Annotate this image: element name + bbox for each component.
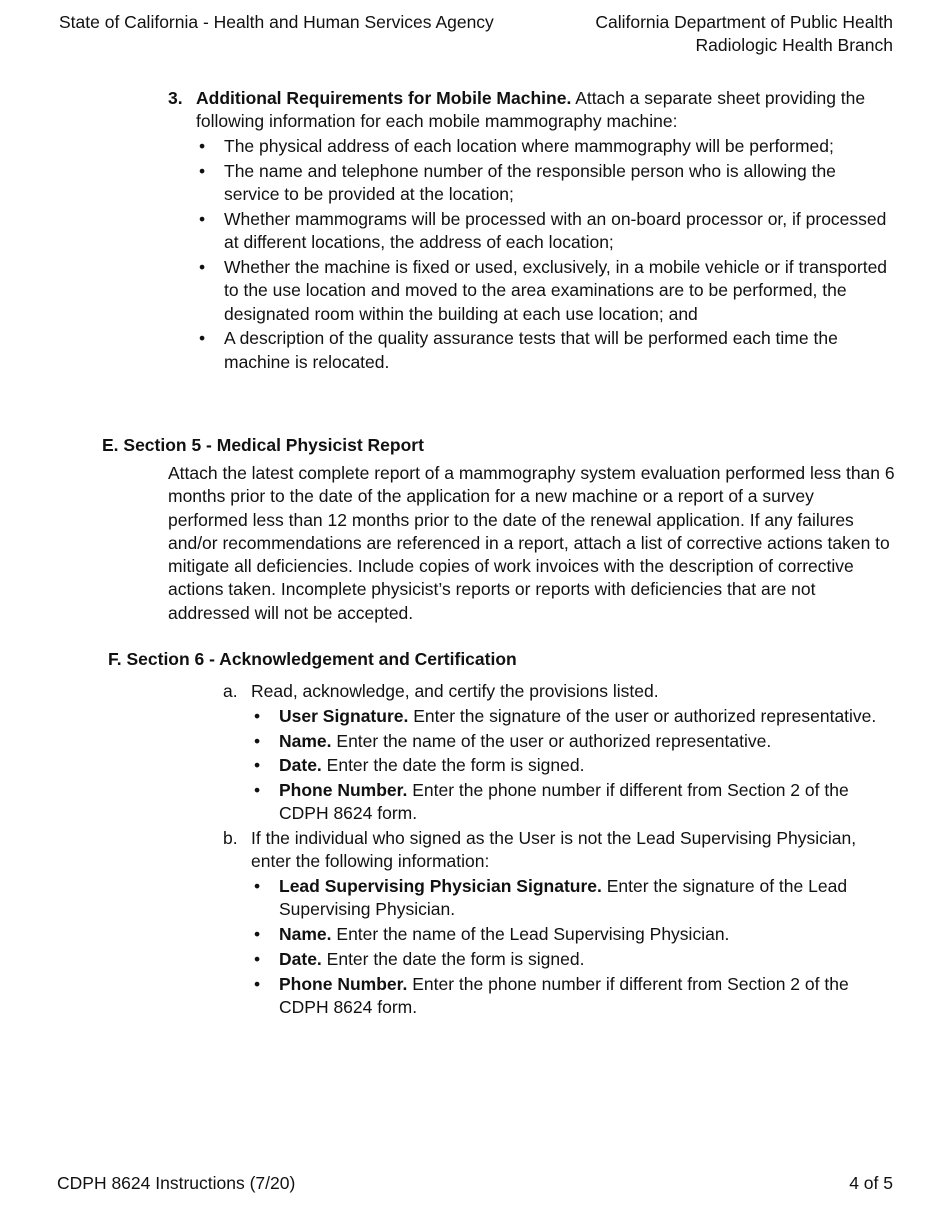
list-item bbox=[196, 208, 896, 255]
list-item bbox=[251, 875, 898, 922]
header-agency: State of California - Health and Human Services Agency bbox=[59, 12, 494, 32]
item-a-label: a. bbox=[223, 681, 238, 701]
header-department bbox=[595, 11, 893, 58]
list-item-term: User Signature. bbox=[279, 705, 409, 726]
section-f-heading: F. Section 6 - Acknowledgement and Certification bbox=[108, 649, 517, 669]
bullet-icon: • bbox=[254, 923, 261, 944]
item-3-intro bbox=[196, 87, 896, 134]
list-item-text: Enter the phone number if different from Section 2 of the CDPH 8624 form. bbox=[279, 780, 849, 824]
list-item-text: The physical address of each location where mammography will be performed; bbox=[224, 136, 834, 157]
bullet-icon: • bbox=[199, 257, 206, 278]
list-item-text: Enter the date the form is signed. bbox=[321, 948, 585, 969]
bullet-icon: • bbox=[199, 208, 206, 229]
list-item-text: The name and telephone number of the responsible person who is allowing the service to be provided at the location; bbox=[224, 160, 836, 205]
list-item-text: Whether mammograms will be processed with an on-board processor or, if processed at different locations, the address of each location; bbox=[224, 208, 887, 253]
bullet-icon: • bbox=[254, 755, 261, 776]
bullet-icon: • bbox=[254, 973, 261, 994]
list-item bbox=[251, 754, 898, 777]
bullet-icon: • bbox=[199, 136, 206, 157]
header-department-line1: California Department of Public Health bbox=[595, 12, 893, 32]
bullet-icon: • bbox=[254, 730, 261, 751]
item-a-bullet-list bbox=[251, 705, 898, 826]
list-item-text: Enter the name of the user or authorized representative. bbox=[331, 730, 772, 751]
list-item bbox=[196, 135, 896, 158]
list-item bbox=[251, 730, 898, 753]
list-item-text: Enter the date the form is signed. bbox=[321, 755, 585, 776]
item-3-mobile-machine bbox=[168, 87, 896, 374]
item-b-bullet-list bbox=[251, 875, 898, 1019]
list-item-text: Whether the machine is fixed or used, exclusively, in a mobile vehicle or if transported to the use location and moved to the area examinations are to be performed, the designated room within the building at each use location; and bbox=[224, 257, 888, 324]
list-item bbox=[251, 973, 898, 1020]
list-item-text: Enter the phone number if different from Section 2 of the CDPH 8624 form. bbox=[279, 973, 849, 1017]
footer-form-id: CDPH 8624 Instructions (7/20) bbox=[57, 1173, 296, 1193]
bullet-icon: • bbox=[199, 328, 206, 349]
item-3-bullet-list bbox=[196, 135, 896, 374]
list-item bbox=[251, 923, 898, 946]
section-f-item-b bbox=[223, 827, 898, 1019]
list-item bbox=[196, 327, 896, 374]
list-item-term: Lead Supervising Physician Signature. bbox=[279, 875, 602, 896]
section-e-heading: E. Section 5 - Medical Physicist Report bbox=[102, 435, 424, 455]
bullet-icon: • bbox=[254, 705, 261, 726]
item-3-text: Attach a separate sheet providing the following information for each mobile mammography machine: bbox=[196, 88, 866, 132]
bullet-icon: • bbox=[254, 948, 261, 969]
bullet-icon: • bbox=[199, 160, 206, 181]
list-item-text: Enter the name of the Lead Supervising Physician. bbox=[331, 923, 730, 944]
list-item-term: Phone Number. bbox=[279, 973, 408, 994]
item-a-text: Read, acknowledge, and certify the provisions listed. bbox=[251, 681, 659, 701]
bullet-icon: • bbox=[254, 875, 261, 896]
section-f-item-a bbox=[223, 680, 898, 826]
item-b-text: If the individual who signed as the User is not the Lead Supervising Physician, enter the following information: bbox=[251, 827, 857, 872]
item-3-title: Additional Requirements for Mobile Machine. bbox=[196, 88, 572, 108]
section-e-body: Attach the latest complete report of a mammography system evaluation performed less than 6 months prior to the date of the application for a new machine or a report of a survey performed less than 12 months prior to the date of the renewal application. If any failures and/or recommendations are referenced in a report, attach a list of corrective actions taken to mitigate all deficiencies. Include copies of work invoices with the description of corrective actions taken. Incomplete physicist’s reports or reports with deficiencies that are not addressed will not be accepted. bbox=[168, 463, 895, 623]
list-item-term: Phone Number. bbox=[279, 780, 408, 801]
list-item bbox=[196, 160, 896, 207]
list-item bbox=[251, 948, 898, 971]
list-item-term: Name. bbox=[279, 730, 332, 751]
list-item bbox=[196, 256, 896, 326]
list-item bbox=[251, 779, 898, 826]
header-department-line2: Radiologic Health Branch bbox=[695, 35, 893, 56]
list-item-text: Enter the signature of the user or authorized representative. bbox=[408, 705, 877, 726]
item-b-label: b. bbox=[223, 827, 238, 848]
list-item-text: Enter the signature of the Lead Supervising Physician. bbox=[279, 875, 848, 920]
item-3-number: 3. bbox=[168, 88, 183, 108]
list-item-term: Name. bbox=[279, 923, 332, 944]
list-item-text: A description of the quality assurance tests that will be performed each time the machine is relocated. bbox=[224, 328, 838, 372]
list-item bbox=[251, 705, 898, 728]
bullet-icon: • bbox=[254, 780, 261, 801]
footer-page-number: 4 of 5 bbox=[849, 1173, 893, 1193]
section-f-list bbox=[223, 680, 898, 1019]
list-item-term: Date. bbox=[279, 755, 322, 776]
list-item-term: Date. bbox=[279, 948, 322, 969]
